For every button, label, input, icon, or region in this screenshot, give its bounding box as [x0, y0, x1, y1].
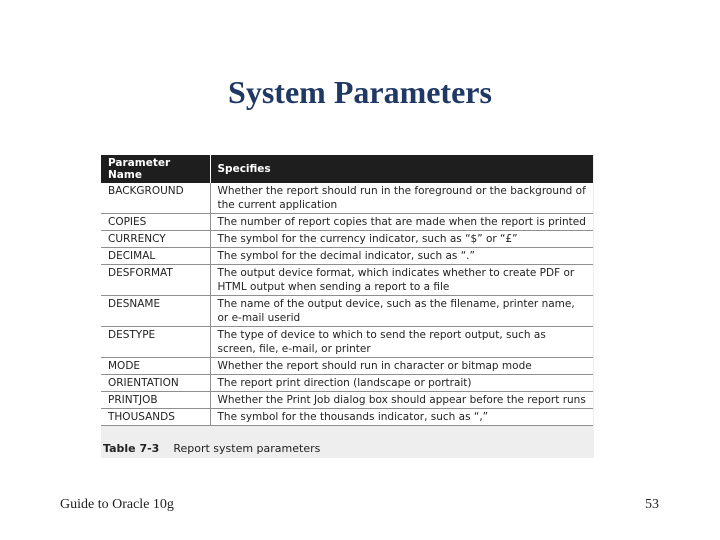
table-row	[101, 392, 593, 409]
parameter-description-cell: The number of report copies that are made when the report is printed	[210, 214, 593, 231]
table-row	[101, 265, 593, 296]
parameter-description-cell: The symbol for the decimal indicator, such as “.”	[210, 248, 593, 265]
table-row	[101, 183, 593, 214]
table-row	[101, 248, 593, 265]
table-row	[101, 375, 593, 392]
table-row	[101, 409, 593, 426]
table-row	[101, 327, 593, 358]
parameter-name-cell: THOUSANDS	[101, 409, 210, 426]
table-row	[101, 231, 593, 248]
parameter-description-cell: The symbol for the currency indicator, such as “$” or “£”	[210, 231, 593, 248]
table-row	[101, 214, 593, 231]
parameter-name-cell: DECIMAL	[101, 248, 210, 265]
parameter-name-cell: DESFORMAT	[101, 265, 210, 296]
parameter-description-cell: The name of the output device, such as the filename, printer name, or e-mail userid	[210, 296, 593, 327]
header-specifies: Specifies	[210, 155, 593, 183]
table-header-row	[101, 155, 593, 183]
parameter-name-cell: ORIENTATION	[101, 375, 210, 392]
parameter-description-cell: The output device format, which indicates whether to create PDF or HTML output when sending a report to a file	[210, 265, 593, 296]
parameter-description-cell: Whether the report should run in character or bitmap mode	[210, 358, 593, 375]
parameter-description-cell: The type of device to which to send the report output, such as screen, file, e-mail, or printer	[210, 327, 593, 358]
slide-title: System Parameters	[228, 74, 492, 110]
table-row	[101, 358, 593, 375]
footer-course-title: Guide to Oracle 10g	[60, 497, 174, 512]
parameters-table	[101, 155, 593, 426]
parameter-name-cell: CURRENCY	[101, 231, 210, 248]
parameter-description-cell: Whether the report should run in the foreground or the background of the current application	[210, 183, 593, 214]
table-caption-number: Table 7-3	[103, 442, 160, 455]
parameter-description-cell: The symbol for the thousands indicator, such as “,”	[210, 409, 593, 426]
parameter-name-cell: DESTYPE	[101, 327, 210, 358]
parameter-description-cell: Whether the Print Job dialog box should appear before the report runs	[210, 392, 593, 409]
table-caption-text: Report system parameters	[173, 442, 321, 455]
parameter-name-cell: MODE	[101, 358, 210, 375]
parameter-name-cell: BACKGROUND	[101, 183, 210, 214]
parameters-table-figure	[101, 155, 594, 458]
table-caption	[103, 442, 320, 455]
page-number: 53	[645, 497, 659, 512]
table-row	[101, 296, 593, 327]
parameter-name-cell: DESNAME	[101, 296, 210, 327]
parameter-description-cell: The report print direction (landscape or portrait)	[210, 375, 593, 392]
parameter-name-cell: PRINTJOB	[101, 392, 210, 409]
parameter-name-cell: COPIES	[101, 214, 210, 231]
header-parameter-name: Parameter Name	[101, 155, 210, 183]
